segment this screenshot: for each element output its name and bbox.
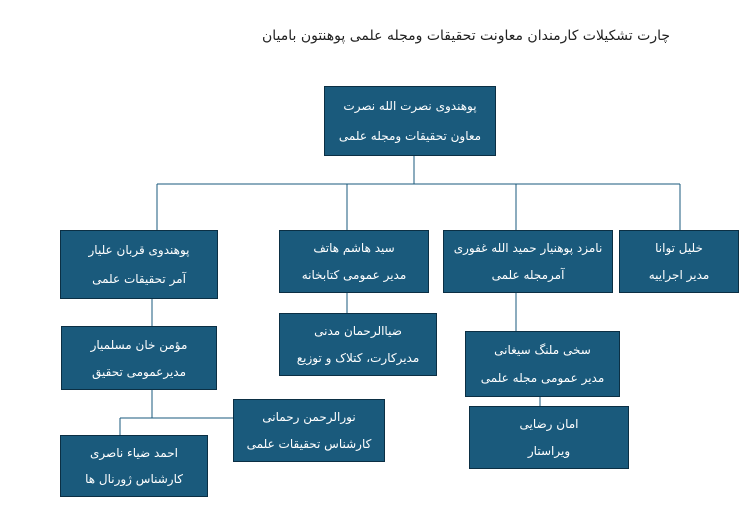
node-journal (443, 230, 613, 293)
node-top (324, 86, 496, 156)
node-exec (619, 230, 739, 293)
node-journal-role: آمرمجله علمی (491, 267, 565, 282)
node-library-name: سید هاشم هاتف (313, 241, 395, 256)
node-journal-gm-role: مدیر عمومی مجله علمی (480, 371, 605, 385)
node-journal-gm-name: سخی ملنگ سیغانی (494, 343, 591, 357)
node-expert-role: کارشناس تحقیقات علمی (246, 436, 372, 451)
node-journal-name: نامزد پوهنیار حمید الله غفوری (453, 241, 603, 256)
node-research-gm-name: مؤمن خان مسلمیار (90, 337, 188, 352)
node-editor-name: امان رضایی (519, 417, 579, 432)
node-expert (233, 399, 385, 462)
node-research-gm (61, 326, 217, 390)
node-library-sub-name: ضیاالرحمان مدنی (314, 324, 402, 339)
node-library (279, 230, 429, 293)
node-journal-gm (465, 331, 620, 397)
node-expert-name: نورالرحمن رحمانی (262, 410, 356, 425)
node-journals-expert-role: کارشناس ژورنال ها (85, 472, 183, 486)
node-research (60, 230, 218, 299)
node-editor (469, 406, 629, 469)
node-editor-role: ویراستار (527, 443, 571, 458)
chart-title: چارت تشکیلات کارمندان معاونت تحقیقات ومجله علمی پوهنتون بامیان (261, 28, 670, 44)
node-exec-role: مدیر اجراییه (648, 267, 710, 282)
node-library-sub-role: مدیرکارت، کتلاک و توزیع (296, 350, 420, 365)
node-library-sub (279, 313, 437, 376)
node-exec-name: خلیل توانا (655, 241, 703, 256)
node-library-role: مدیر عمومی کتابخانه (301, 267, 407, 282)
node-top-role: معاون تحقیقات ومجله علمی (338, 129, 482, 143)
node-top-name: پوهندوی نصرت الله نصرت (343, 99, 477, 113)
node-research-gm-role: مدیرعمومی تحقیق (92, 364, 187, 379)
node-research-role: آمر تحقیقات علمی (92, 272, 186, 287)
node-journals-expert-name: احمد ضیاء ناصری (90, 446, 178, 460)
node-journals-expert (60, 435, 208, 497)
node-research-name: پوهندوی قربان علیار (88, 242, 190, 257)
